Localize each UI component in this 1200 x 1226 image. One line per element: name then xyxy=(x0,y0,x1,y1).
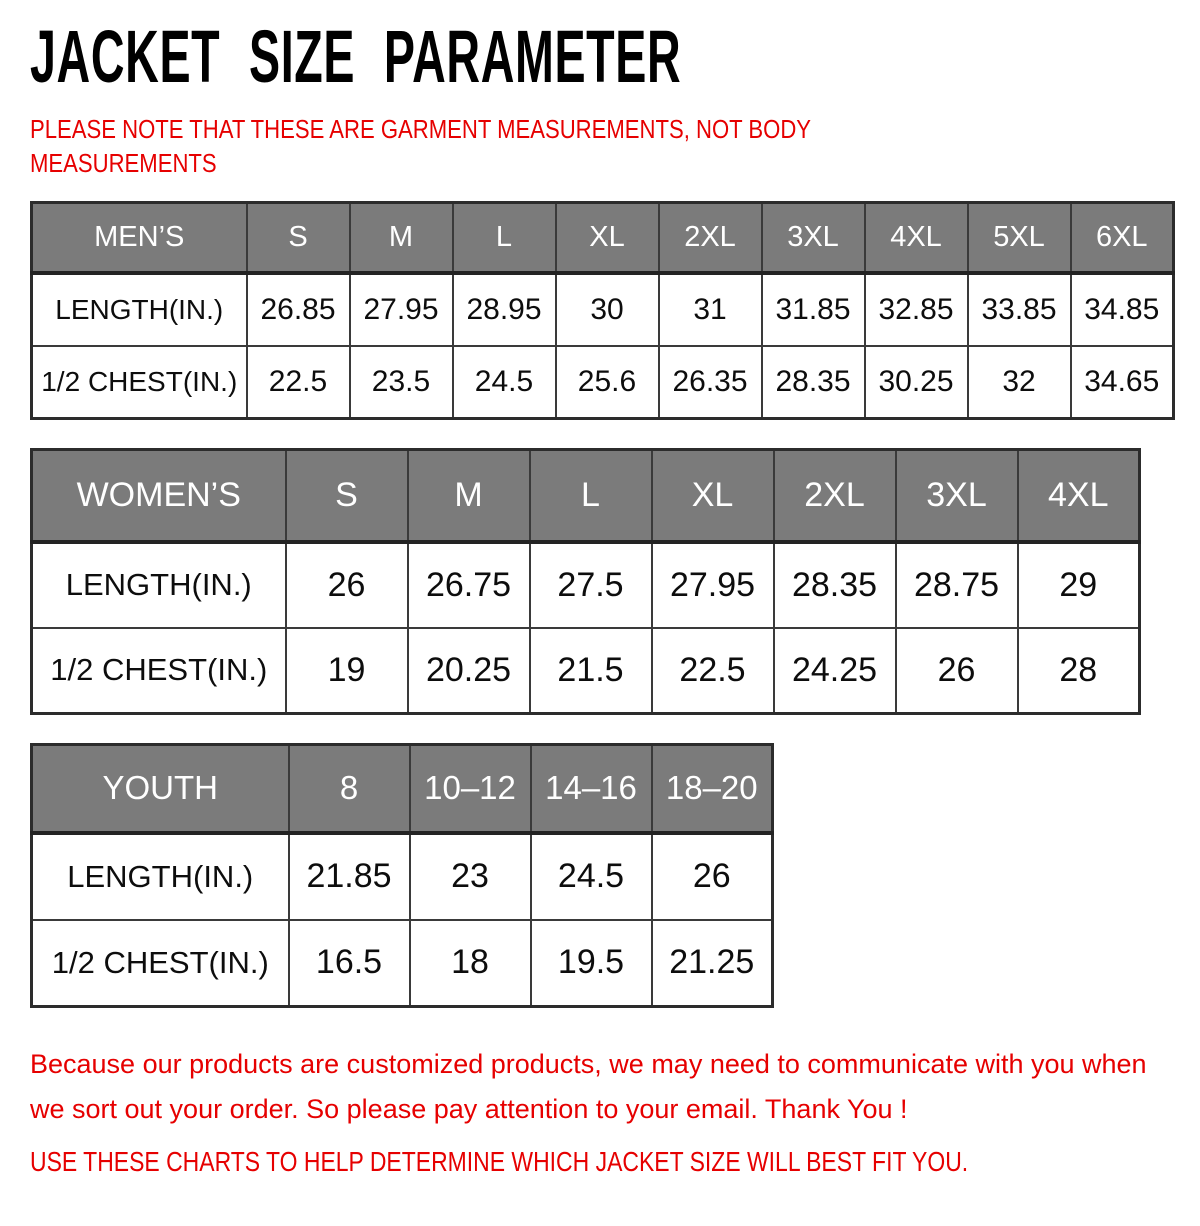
table-row xyxy=(32,273,1174,346)
row-label-cell: 1/2 CHEST(IN.) xyxy=(32,920,289,1007)
value-cell: 28.35 xyxy=(762,346,865,419)
size-header-cell: S xyxy=(247,203,350,273)
size-header-cell: M xyxy=(408,450,530,542)
value-cell: 28.95 xyxy=(453,273,556,346)
value-cell: 24.5 xyxy=(453,346,556,419)
size-header-cell: 14–16 xyxy=(531,745,652,833)
row-label-cell: LENGTH(IN.) xyxy=(32,273,247,346)
chart-usage-tip-text: USE THESE CHARTS TO HELP DETERMINE WHICH JACKET SIZE WILL BEST FIT YOU. xyxy=(30,1146,969,1177)
value-cell: 19.5 xyxy=(531,920,652,1007)
size-header-cell: 18–20 xyxy=(652,745,773,833)
value-cell: 18 xyxy=(410,920,531,1007)
size-header-cell: 3XL xyxy=(762,203,865,273)
value-cell: 21.85 xyxy=(289,833,410,920)
value-cell: 16.5 xyxy=(289,920,410,1007)
size-header-cell: 4XL xyxy=(865,203,968,273)
size-header-cell: 10–12 xyxy=(410,745,531,833)
chart-usage-tip xyxy=(30,1146,1200,1178)
row-label-cell: 1/2 CHEST(IN.) xyxy=(32,628,286,714)
size-header-cell: L xyxy=(453,203,556,273)
header-row xyxy=(32,450,1140,542)
value-cell: 26 xyxy=(286,542,408,628)
header-row xyxy=(32,203,1174,273)
youth-size-table xyxy=(30,743,774,1008)
table-title-cell: WOMEN’S xyxy=(32,450,286,542)
size-header-cell: 5XL xyxy=(968,203,1071,273)
value-cell: 26 xyxy=(652,833,773,920)
value-cell: 34.65 xyxy=(1071,346,1174,419)
womens-size-table xyxy=(30,448,1141,715)
size-header-cell: 3XL xyxy=(896,450,1018,542)
garment-measurement-note: PLEASE NOTE THAT THESE ARE GARMENT MEASUREMENTS, NOT BODY MEASUREMENTS xyxy=(30,114,811,178)
value-cell: 21.25 xyxy=(652,920,773,1007)
table-row xyxy=(32,833,773,920)
size-header-cell: 2XL xyxy=(774,450,896,542)
value-cell: 30.25 xyxy=(865,346,968,419)
table-row xyxy=(32,346,1174,419)
value-cell: 28.35 xyxy=(774,542,896,628)
value-cell: 26.85 xyxy=(247,273,350,346)
value-cell: 32.85 xyxy=(865,273,968,346)
value-cell: 19 xyxy=(286,628,408,714)
row-label-cell: LENGTH(IN.) xyxy=(32,542,286,628)
value-cell: 24.5 xyxy=(531,833,652,920)
value-cell: 31.85 xyxy=(762,273,865,346)
table-row xyxy=(32,920,773,1007)
value-cell: 28 xyxy=(1018,628,1140,714)
size-header-cell: 8 xyxy=(289,745,410,833)
customization-email-note: Because our products are customized products, we may need to communicate with you when we sort out your order. So please pay attention to your email. Thank You ! xyxy=(30,1049,1147,1124)
table-title-cell: MEN’S xyxy=(32,203,247,273)
value-cell: 27.5 xyxy=(530,542,652,628)
value-cell: 22.5 xyxy=(652,628,774,714)
size-header-cell: 6XL xyxy=(1071,203,1174,273)
size-header-cell: S xyxy=(286,450,408,542)
size-header-cell: L xyxy=(530,450,652,542)
table-title-cell: YOUTH xyxy=(32,745,289,833)
mens-size-table xyxy=(30,201,1175,420)
size-header-cell: M xyxy=(350,203,453,273)
value-cell: 32 xyxy=(968,346,1071,419)
value-cell: 30 xyxy=(556,273,659,346)
value-cell: 23.5 xyxy=(350,346,453,419)
row-label-cell: LENGTH(IN.) xyxy=(32,833,289,920)
value-cell: 21.5 xyxy=(530,628,652,714)
value-cell: 26.35 xyxy=(659,346,762,419)
row-label-cell: 1/2 CHEST(IN.) xyxy=(32,346,247,419)
size-header-cell: XL xyxy=(652,450,774,542)
size-header-cell: 2XL xyxy=(659,203,762,273)
page-title-text: JACKET SIZE PARAMETER xyxy=(30,15,682,98)
value-cell: 27.95 xyxy=(652,542,774,628)
table-row xyxy=(32,628,1140,714)
page-title xyxy=(30,15,1200,98)
value-cell: 34.85 xyxy=(1071,273,1174,346)
header-row xyxy=(32,745,773,833)
value-cell: 25.6 xyxy=(556,346,659,419)
value-cell: 23 xyxy=(410,833,531,920)
value-cell: 29 xyxy=(1018,542,1140,628)
value-cell: 26.75 xyxy=(408,542,530,628)
value-cell: 31 xyxy=(659,273,762,346)
value-cell: 33.85 xyxy=(968,273,1071,346)
value-cell: 26 xyxy=(896,628,1018,714)
value-cell: 22.5 xyxy=(247,346,350,419)
value-cell: 27.95 xyxy=(350,273,453,346)
value-cell: 28.75 xyxy=(896,542,1018,628)
size-header-cell: XL xyxy=(556,203,659,273)
value-cell: 20.25 xyxy=(408,628,530,714)
value-cell: 24.25 xyxy=(774,628,896,714)
size-header-cell: 4XL xyxy=(1018,450,1140,542)
table-row xyxy=(32,542,1140,628)
